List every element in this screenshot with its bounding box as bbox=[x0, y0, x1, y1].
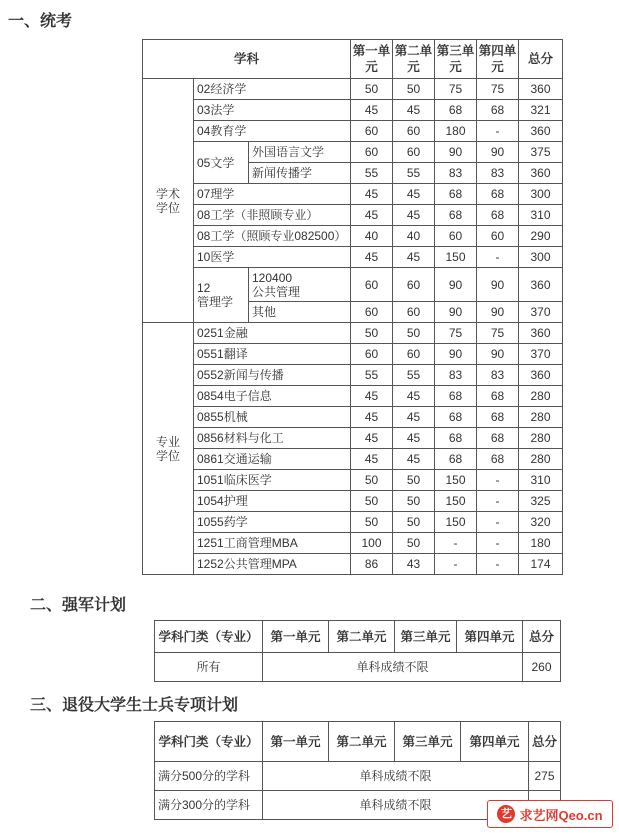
unit-score: 83 bbox=[435, 365, 477, 386]
total-score: 370 bbox=[519, 302, 563, 323]
table-row bbox=[143, 365, 563, 386]
unit-score: 60 bbox=[351, 302, 393, 323]
table-row bbox=[143, 268, 563, 302]
unit-score: 68 bbox=[477, 184, 519, 205]
unit-score: 45 bbox=[351, 407, 393, 428]
table-row bbox=[143, 407, 563, 428]
watermark-text: 求艺网Qeo.cn bbox=[519, 807, 603, 823]
unit-score: 43 bbox=[393, 554, 435, 575]
s3-category-1: 满分500分的学科 bbox=[155, 762, 263, 791]
unit-score: 45 bbox=[393, 428, 435, 449]
total-score: 300 bbox=[519, 247, 563, 268]
table-row bbox=[143, 142, 563, 163]
total-score: 174 bbox=[519, 554, 563, 575]
table-row bbox=[143, 470, 563, 491]
table-row bbox=[143, 533, 563, 554]
s1-header-u4: 第四单元 bbox=[477, 40, 519, 79]
unit-score: 68 bbox=[435, 449, 477, 470]
table-row bbox=[143, 344, 563, 365]
unit-score: 75 bbox=[477, 79, 519, 100]
subject-name: 04教育学 bbox=[194, 121, 351, 142]
unit-score: 150 bbox=[435, 470, 477, 491]
unit-score: 60 bbox=[393, 302, 435, 323]
unit-score: 45 bbox=[393, 247, 435, 268]
s2-header-total: 总分 bbox=[523, 621, 561, 653]
group-professional: 专业学位 bbox=[143, 323, 194, 575]
unit-score: 75 bbox=[435, 79, 477, 100]
total-score: 360 bbox=[519, 323, 563, 344]
unit-score: - bbox=[477, 247, 519, 268]
table-row bbox=[143, 449, 563, 470]
subject-name: 02经济学 bbox=[194, 79, 351, 100]
s1-header-subject: 学科 bbox=[143, 40, 351, 79]
unit-score: 60 bbox=[351, 121, 393, 142]
unit-score: 90 bbox=[435, 302, 477, 323]
unit-score: 90 bbox=[477, 142, 519, 163]
s3-category-2: 满分300分的学科 bbox=[155, 791, 263, 820]
unit-score: 90 bbox=[435, 142, 477, 163]
unit-score: 50 bbox=[393, 79, 435, 100]
unit-score: 50 bbox=[351, 323, 393, 344]
unit-score: 55 bbox=[351, 163, 393, 184]
group-academic: 学术学位 bbox=[143, 79, 194, 323]
s3-header-u1: 第一单元 bbox=[263, 722, 329, 762]
unit-score: - bbox=[477, 533, 519, 554]
table-row bbox=[143, 386, 563, 407]
total-score: 290 bbox=[519, 226, 563, 247]
s2-header-u2: 第二单元 bbox=[329, 621, 395, 653]
unit-score: 55 bbox=[351, 365, 393, 386]
unit-score: - bbox=[477, 121, 519, 142]
unit-score: 50 bbox=[351, 512, 393, 533]
unit-score: 45 bbox=[351, 428, 393, 449]
unit-score: 45 bbox=[351, 184, 393, 205]
table-row bbox=[143, 184, 563, 205]
unit-score: 68 bbox=[477, 449, 519, 470]
subject-name: 1051临床医学 bbox=[194, 470, 351, 491]
unit-score: 68 bbox=[477, 100, 519, 121]
unit-score: 68 bbox=[435, 428, 477, 449]
total-score: 360 bbox=[519, 365, 563, 386]
subject-name: 10医学 bbox=[194, 247, 351, 268]
total-score: 321 bbox=[519, 100, 563, 121]
unit-score: 90 bbox=[477, 344, 519, 365]
s2-header-u4: 第四单元 bbox=[457, 621, 523, 653]
section3-title: 三、退役大学生士兵专项计划 bbox=[30, 697, 239, 714]
unit-score: 90 bbox=[435, 344, 477, 365]
total-score: 280 bbox=[519, 386, 563, 407]
unit-score: 68 bbox=[435, 184, 477, 205]
unit-score: 150 bbox=[435, 512, 477, 533]
unit-score: 68 bbox=[435, 407, 477, 428]
unit-score: 45 bbox=[351, 449, 393, 470]
unit-score: 55 bbox=[393, 365, 435, 386]
unit-score: 60 bbox=[393, 121, 435, 142]
site-watermark bbox=[487, 800, 613, 828]
unit-score: 100 bbox=[351, 533, 393, 554]
table-row bbox=[143, 121, 563, 142]
unit-score: 45 bbox=[351, 205, 393, 226]
unit-score: 45 bbox=[351, 386, 393, 407]
subject-name: 1251工商管理MBA bbox=[194, 533, 351, 554]
unit-score: 50 bbox=[393, 533, 435, 554]
table-row bbox=[143, 79, 563, 100]
subject-group: 12 管理学 bbox=[194, 268, 249, 323]
total-score: 280 bbox=[519, 449, 563, 470]
table-row bbox=[143, 247, 563, 268]
unit-score: 45 bbox=[393, 449, 435, 470]
s3-header-total: 总分 bbox=[529, 722, 561, 762]
unit-score: 50 bbox=[351, 470, 393, 491]
table-row bbox=[143, 205, 563, 226]
unit-score: 75 bbox=[435, 323, 477, 344]
s1-header-u1: 第一单元 bbox=[351, 40, 393, 79]
subject-name: 1055药学 bbox=[194, 512, 351, 533]
unit-score: 45 bbox=[351, 247, 393, 268]
table-row bbox=[143, 428, 563, 449]
unit-score: 60 bbox=[435, 226, 477, 247]
unit-score: 45 bbox=[393, 407, 435, 428]
unit-score: 68 bbox=[477, 205, 519, 226]
subject-name: 0861交通运输 bbox=[194, 449, 351, 470]
unit-score: 45 bbox=[351, 100, 393, 121]
table-row bbox=[143, 323, 563, 344]
total-score: 325 bbox=[519, 491, 563, 512]
total-score: 360 bbox=[519, 79, 563, 100]
subject-name: 1252公共管理MPA bbox=[194, 554, 351, 575]
total-score: 310 bbox=[519, 205, 563, 226]
unit-score: 68 bbox=[477, 386, 519, 407]
unit-score: 45 bbox=[393, 184, 435, 205]
table-row bbox=[143, 226, 563, 247]
s1-header-u3: 第三单元 bbox=[435, 40, 477, 79]
s2-note: 单科成绩不限 bbox=[263, 653, 523, 682]
subject-name: 08工学（照顾专业082500） bbox=[194, 226, 351, 247]
unit-score: 68 bbox=[477, 428, 519, 449]
subject-name: 0855机械 bbox=[194, 407, 351, 428]
total-score: 360 bbox=[519, 268, 563, 302]
subject-name: 其他 bbox=[249, 302, 351, 323]
s1-header-u2: 第二单元 bbox=[393, 40, 435, 79]
subject-name: 新闻传播学 bbox=[249, 163, 351, 184]
s2-total: 260 bbox=[523, 653, 561, 682]
unit-score: 60 bbox=[351, 142, 393, 163]
unit-score: 60 bbox=[351, 268, 393, 302]
unit-score: 75 bbox=[477, 323, 519, 344]
table-row bbox=[143, 100, 563, 121]
unit-score: 50 bbox=[393, 470, 435, 491]
unit-score: - bbox=[477, 554, 519, 575]
s1-header-total: 总分 bbox=[519, 40, 563, 79]
table-row bbox=[143, 554, 563, 575]
subject-name: 0552新闻与传播 bbox=[194, 365, 351, 386]
subject-group: 05文学 bbox=[194, 142, 249, 184]
subject-name: 外国语言文学 bbox=[249, 142, 351, 163]
unit-score: - bbox=[435, 554, 477, 575]
unit-score: 150 bbox=[435, 491, 477, 512]
s2-category: 所有 bbox=[155, 653, 263, 682]
section1-table bbox=[142, 39, 563, 575]
s3-header-category: 学科门类（专业） bbox=[155, 722, 263, 762]
watermark-logo-icon: 艺 bbox=[497, 805, 515, 823]
unit-score: 68 bbox=[435, 386, 477, 407]
unit-score: - bbox=[477, 491, 519, 512]
subject-name: 0856材料与化工 bbox=[194, 428, 351, 449]
unit-score: 60 bbox=[393, 268, 435, 302]
unit-score: 50 bbox=[351, 79, 393, 100]
subject-name: 07理学 bbox=[194, 184, 351, 205]
unit-score: 40 bbox=[351, 226, 393, 247]
unit-score: 50 bbox=[351, 491, 393, 512]
s3-header-u3: 第三单元 bbox=[395, 722, 461, 762]
subject-name: 03法学 bbox=[194, 100, 351, 121]
subject-name: 1054护理 bbox=[194, 491, 351, 512]
total-score: 280 bbox=[519, 407, 563, 428]
subject-name: 08工学（非照顾专业） bbox=[194, 205, 351, 226]
s3-note-2: 单科成绩不限 bbox=[263, 791, 529, 820]
table-row bbox=[143, 512, 563, 533]
section2-title: 二、强军计划 bbox=[30, 597, 127, 614]
unit-score: 83 bbox=[477, 163, 519, 184]
unit-score: - bbox=[435, 533, 477, 554]
subject-name: 0854电子信息 bbox=[194, 386, 351, 407]
s3-total-1: 275 bbox=[529, 762, 561, 791]
total-score: 360 bbox=[519, 121, 563, 142]
unit-score: 68 bbox=[435, 205, 477, 226]
unit-score: 60 bbox=[393, 344, 435, 365]
unit-score: 180 bbox=[435, 121, 477, 142]
s3-header-u2: 第二单元 bbox=[329, 722, 395, 762]
section1-title: 一、统考 bbox=[8, 13, 73, 30]
unit-score: 45 bbox=[393, 205, 435, 226]
s3-header-u4: 第四单元 bbox=[461, 722, 529, 762]
unit-score: 83 bbox=[435, 163, 477, 184]
unit-score: 90 bbox=[435, 268, 477, 302]
unit-score: 50 bbox=[393, 512, 435, 533]
subject-name: 120400 公共管理 bbox=[249, 268, 351, 302]
total-score: 370 bbox=[519, 344, 563, 365]
unit-score: 50 bbox=[393, 323, 435, 344]
total-score: 300 bbox=[519, 184, 563, 205]
unit-score: 60 bbox=[393, 142, 435, 163]
unit-score: 60 bbox=[351, 344, 393, 365]
unit-score: 50 bbox=[393, 491, 435, 512]
total-score: 375 bbox=[519, 142, 563, 163]
subject-name: 0251金融 bbox=[194, 323, 351, 344]
unit-score: 86 bbox=[351, 554, 393, 575]
s2-header-u1: 第一单元 bbox=[263, 621, 329, 653]
subject-name: 0551翻译 bbox=[194, 344, 351, 365]
unit-score: 83 bbox=[477, 365, 519, 386]
unit-score: 45 bbox=[393, 100, 435, 121]
section2-table bbox=[154, 620, 561, 682]
unit-score: 68 bbox=[477, 407, 519, 428]
unit-score: - bbox=[477, 512, 519, 533]
table-row bbox=[143, 491, 563, 512]
s2-header-category: 学科门类（专业） bbox=[155, 621, 263, 653]
total-score: 360 bbox=[519, 163, 563, 184]
total-score: 180 bbox=[519, 533, 563, 554]
unit-score: 55 bbox=[393, 163, 435, 184]
unit-score: 68 bbox=[435, 100, 477, 121]
unit-score: 150 bbox=[435, 247, 477, 268]
unit-score: 45 bbox=[393, 386, 435, 407]
unit-score: 40 bbox=[393, 226, 435, 247]
s3-note-1: 单科成绩不限 bbox=[263, 762, 529, 791]
s2-header-u3: 第三单元 bbox=[395, 621, 457, 653]
unit-score: 60 bbox=[477, 226, 519, 247]
total-score: 280 bbox=[519, 428, 563, 449]
total-score: 310 bbox=[519, 470, 563, 491]
total-score: 320 bbox=[519, 512, 563, 533]
unit-score: - bbox=[477, 470, 519, 491]
unit-score: 90 bbox=[477, 302, 519, 323]
unit-score: 90 bbox=[477, 268, 519, 302]
